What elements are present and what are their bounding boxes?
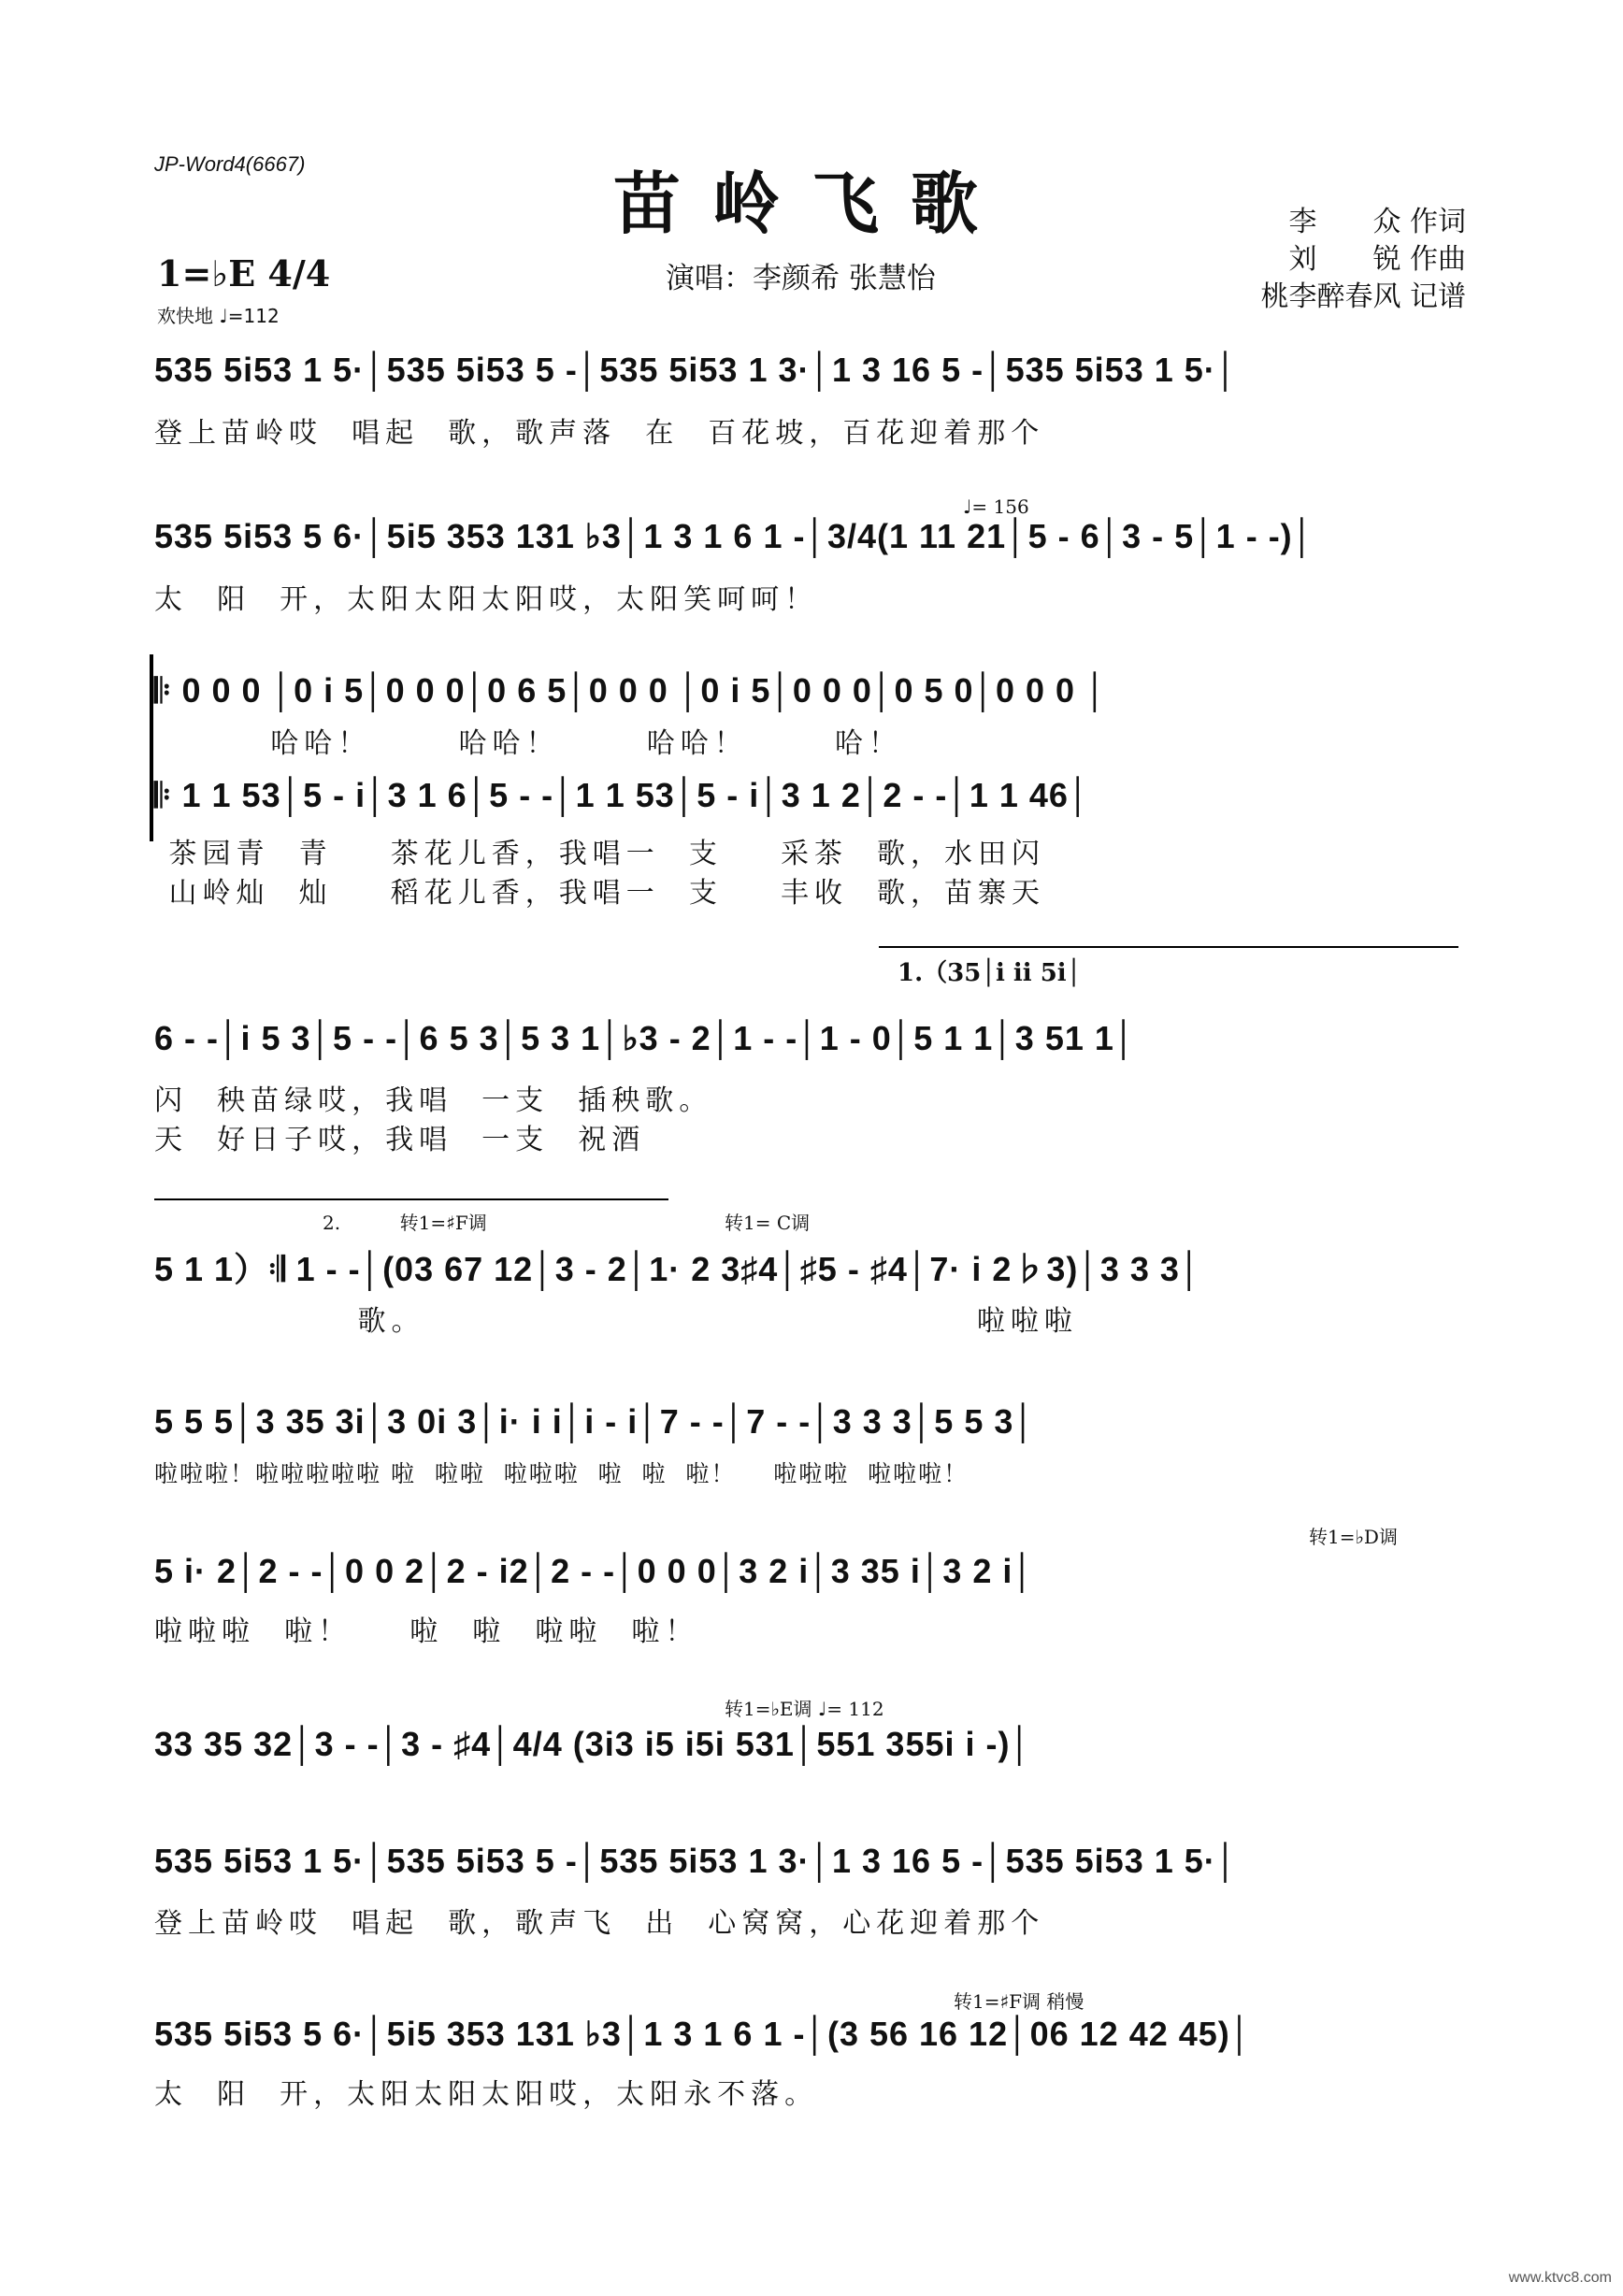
lyric-row-4a: 茶园青 青 茶花儿香，我唱一 支 采茶 歌，水田闪 — [154, 838, 1046, 870]
website-watermark: www.ktvc8.com — [1508, 2270, 1612, 2286]
lyric-row-11: 太 阳 开，太阳太阳太阳哎，太阳永不落。 — [154, 2078, 819, 2111]
singer-credit: 演唱：李颜希 张慧怡 — [666, 262, 936, 295]
notation-row-8: 5 i· 2│2 - -│0 0 2│2 - i2│2 - -│0 0 0│3 2 i│3 35 i│3 2 i│ — [154, 1552, 1035, 1590]
key-change-mark-row-9: 转1=♭E调 ♩= 112 — [725, 1698, 884, 1720]
notation-row-11: 535 5i53 5 6·│5i5 353 131 ♭3│1 3 1 6 1 -│(3 56 16 12│06 12 42 45)│ — [154, 2015, 1253, 2053]
notation-row-3: 𝄆 0 0 0 │0 i 5│0 0 0│0 6 5│0 0 0 │0 i 5│0 0 0│0 5 0│0 0 0 │ — [154, 671, 1108, 710]
page-title: 苗岭飞歌 — [612, 164, 1010, 243]
volta-1-label: 1.（35│i ii 5i│ — [898, 959, 1082, 987]
notation-row-10: 535 5i53 1 5·│535 5i53 5 -│535 5i53 1 3·│1 3 16 5 -│535 5i53 1 5·│ — [154, 1842, 1239, 1880]
lyric-row-3: 哈哈！ 哈哈！ 哈哈！ 哈！ — [154, 727, 902, 760]
lyric-row-5b: 天 好日子哎，我唱 一支 祝酒 — [154, 1124, 646, 1156]
transcriber-credit: 桃李醉春风 记谱 — [1260, 280, 1466, 313]
notation-row-4: 𝄆 1 1 53│5 - i│3 1 6│5 - -│1 1 53│5 - i│3 1 2│2 - -│1 1 46│ — [154, 776, 1091, 814]
composer-credit: 刘 锐 作曲 — [1288, 243, 1466, 276]
volta-bracket-1 — [879, 946, 1458, 948]
lyric-row-7: 啦啦啦！啦啦啦啦啦 啦 啦啦 啦啦啦 啦 啦 啦！ 啦啦啦 啦啦啦！ — [154, 1460, 969, 1487]
software-label: JP-Word4(6667) — [154, 152, 306, 176]
notation-row-2: 535 5i53 5 6·│5i5 353 131 ♭3│1 3 1 6 1 -│3/4(1 11 21│5 - 6│3 - 5│1 - -)│ — [154, 517, 1315, 555]
key-change-mark-row-11: 转1=♯F调 稍慢 — [954, 1990, 1084, 2013]
lyricist-credit: 李 众 作词 — [1288, 206, 1466, 238]
lyric-row-10: 登上苗岭哎 唱起 歌，歌声飞 出 心窝窝，心花迎着那个 — [154, 1907, 1045, 1940]
volta-bracket-2 — [154, 1198, 668, 1200]
lyric-row-8: 啦啦啦 啦！ 啦 啦 啦啦 啦！ — [154, 1615, 699, 1648]
key-signature: 1=♭E 4/4 — [157, 252, 331, 294]
lyric-row-4b: 山岭灿 灿 稻花儿香，我唱一 支 丰收 歌，苗寨天 — [154, 877, 1046, 910]
lyric-row-5a: 闪 秧苗绿哎，我唱 一支 插秧歌。 — [154, 1084, 713, 1117]
key-change-marks-row-6: 2. 转1=♯F调 转1= C调 — [323, 1212, 811, 1234]
tempo-change-mark: ♩= 156 — [963, 495, 1029, 518]
lyric-row-2: 太 阳 开，太阳太阳太阳哎，太阳笑呵呵！ — [154, 583, 819, 616]
notation-row-7: 5 5 5│3 35 3i│3 0i 3│i· i i│i - i│7 - -│7 - -│3 3 3│5 5 3│ — [154, 1402, 1036, 1441]
lyric-row-1: 登上苗岭哎 唱起 歌，歌声落 在 百花坡，百花迎着那个 — [154, 417, 1045, 450]
lyric-row-6: 歌。 啦啦啦 — [154, 1305, 1078, 1338]
tempo-marking: 欢快地 ♩=112 — [157, 305, 280, 327]
notation-row-1: 535 5i53 1 5·│535 5i53 5 -│535 5i53 1 3·│1 3 16 5 -│535 5i53 1 5·│ — [154, 351, 1239, 389]
key-change-mark-row-8: 转1=♭D调 — [1309, 1526, 1398, 1548]
notation-row-5: 6 - -│i 5 3│5 - -│6 5 3│5 3 1│♭3 - 2│1 - -│1 - 0│5 1 1│3 51 1│ — [154, 1019, 1137, 1057]
notation-row-9: 33 35 32│3 - -│3 - ♯4│4/4 (3i3 i5 i5i 531│551 355i i -)│ — [154, 1725, 1032, 1763]
notation-row-6: 5 1 1）𝄇 1 - -│(03 67 12│3 - 2│1· 2 3♯4│♯5 - ♯4│7· i 2♭3)│3 3 3│ — [154, 1250, 1202, 1288]
